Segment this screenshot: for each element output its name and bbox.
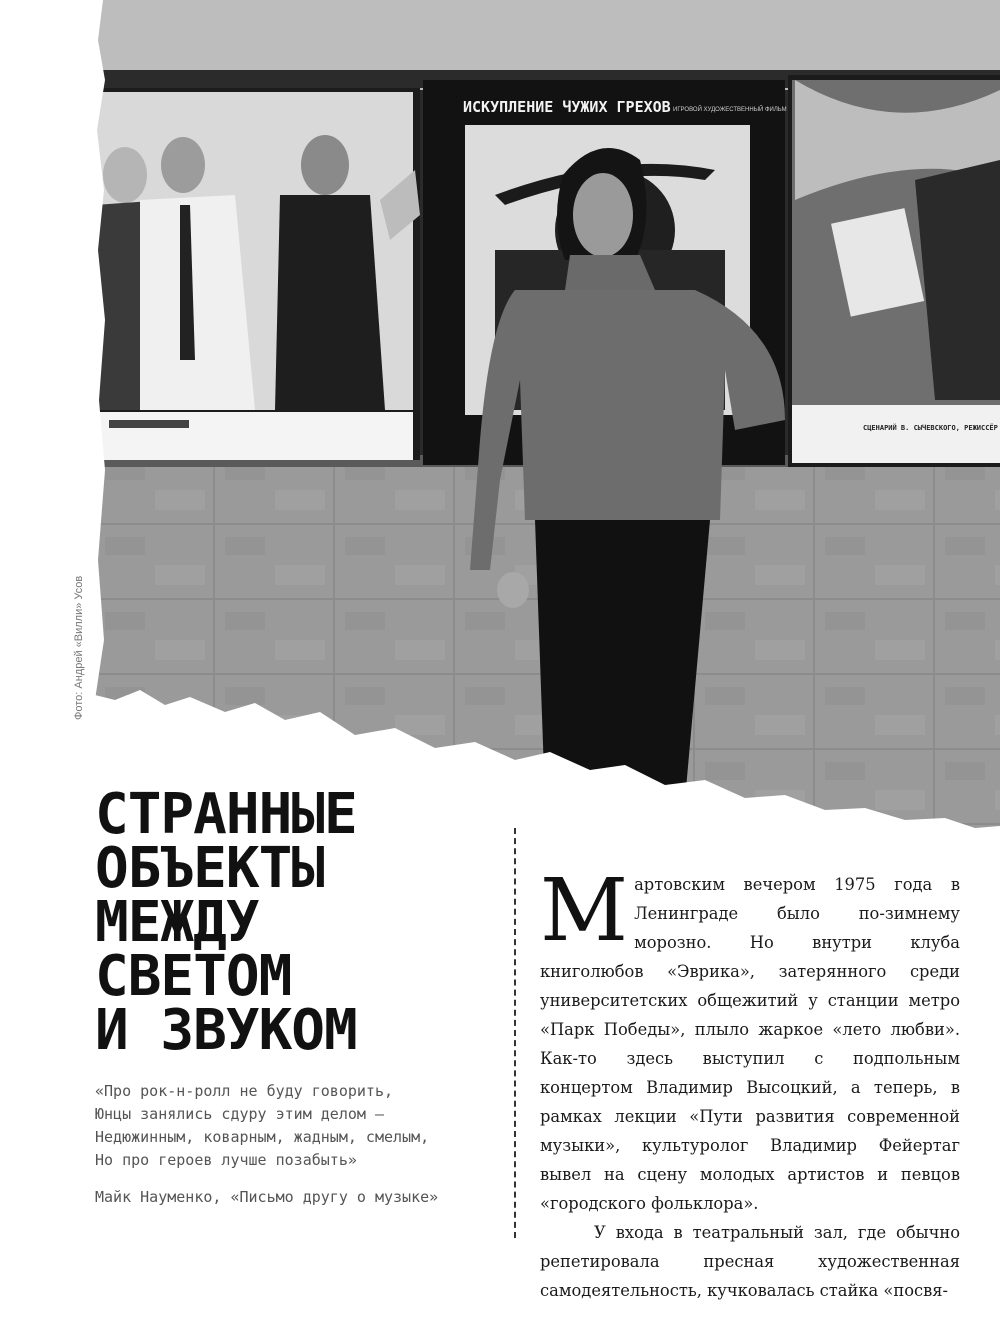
hero-photo [95, 0, 1000, 830]
title-line: СВЕТОМ [95, 944, 292, 1009]
title-line: МЕЖДУ [95, 890, 259, 955]
article-title [95, 782, 515, 1063]
epigraph-line: «Про рок-н-ролл не буду говорить, [95, 1082, 394, 1100]
title-line: ОБЪЕКТЫ [95, 836, 325, 901]
title-line: СТРАННЫЕ [95, 782, 357, 847]
article-body [540, 861, 960, 1305]
epigraph-source: Майк Науменко, «Письмо другу о музыке» [95, 1188, 439, 1206]
photo-credit: Фото: Андрей «Вилли» Усов [73, 575, 85, 720]
poster-right [788, 75, 1000, 467]
poster-right-caption: СЦЕНАРИЙ В. СЫЧЕВСКОГО, РЕЖИССЁР [863, 424, 998, 432]
paragraph-text: артовским вечером 1975 года в Ленинграде было по-зимнему морозно. Но внутри клуба книголюбов «Эврика», затерянного среди университетских общежитий у станции метро «Парк Победы», плыло жаркое «лето любви». Как-то здесь выступил с подпольным концертом Владимир Высоцкий, а теперь, в рамках лекции «Пути развития современной музыки», культуролог Владимир Фейертаг вывел на сцену молодых артистов и певцов «городского фольклора». [540, 875, 960, 1213]
article-paragraph: У входа в театральный зал, где обычно репетировала пресная художественная самодеятельность, кучковалась стайка «посвя- [540, 1223, 960, 1300]
poster-center-subtitle: ИГРОВОЙ ХУДОЖЕСТВЕННЫЙ ФИЛЬМ [673, 107, 787, 113]
epigraph-line: Но про героев лучше позабыть» [95, 1151, 357, 1169]
poster-center-title: ИСКУПЛЕНИЕ ЧУЖИХ ГРЕХОВ [463, 98, 671, 116]
article-paragraph [540, 861, 960, 1218]
drop-cap: М [540, 861, 629, 961]
title-line: И ЗВУКОМ [95, 998, 357, 1063]
epigraph [95, 1080, 515, 1209]
epigraph-line: Недюжинным, коварным, жадным, смелым, [95, 1128, 430, 1146]
poster-left [95, 88, 420, 460]
column-divider [514, 828, 516, 1238]
epigraph-line: Юнцы занялись сдуру этим делом — [95, 1105, 384, 1123]
